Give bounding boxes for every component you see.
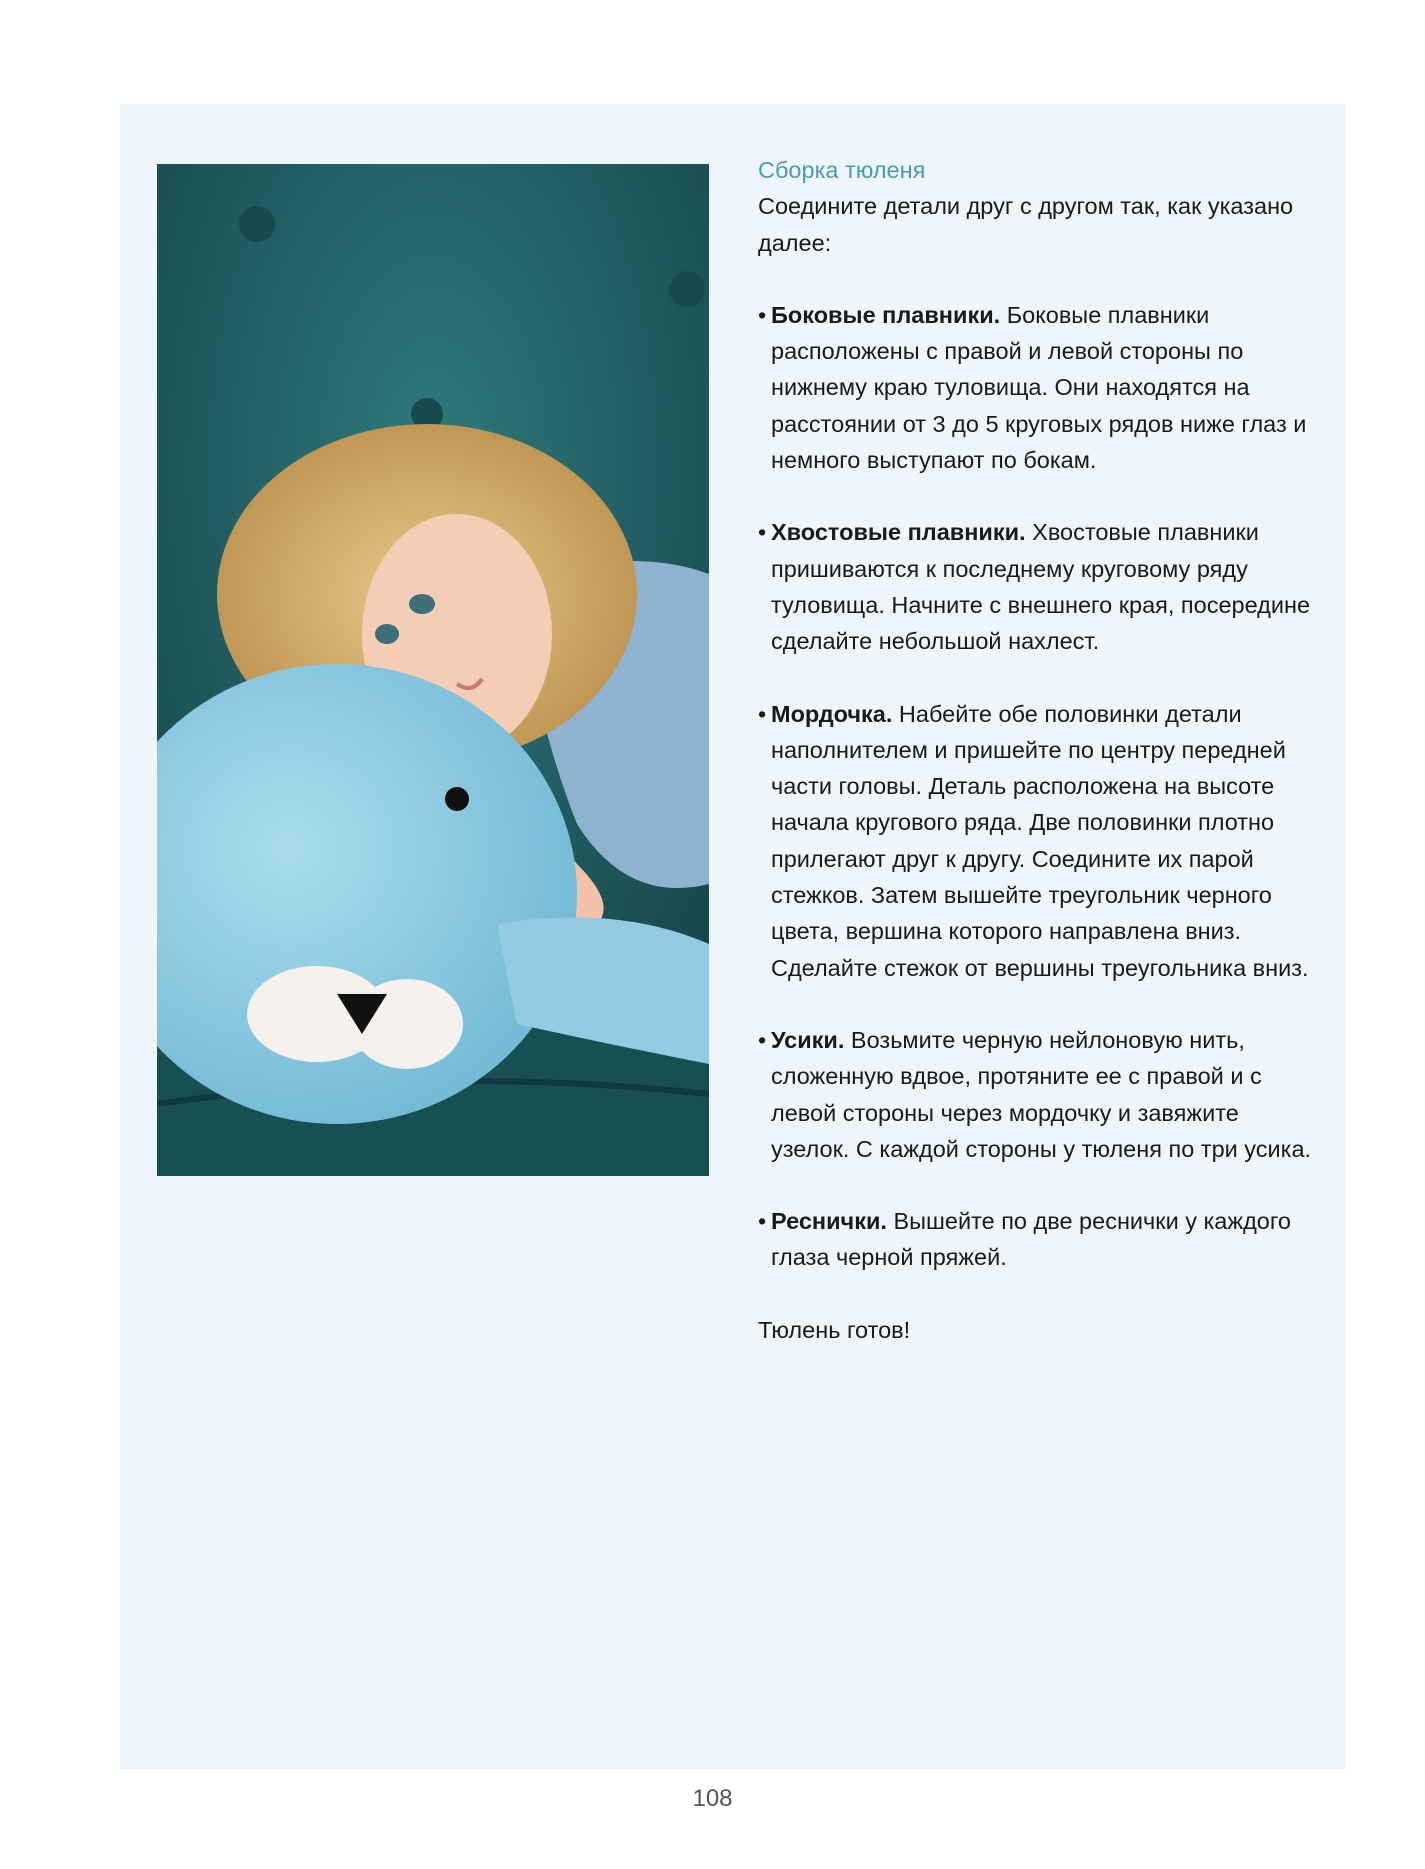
bullet-marker: • <box>758 519 767 546</box>
text-column <box>758 152 1318 1348</box>
outro-text: Тюлень готов! <box>758 1316 911 1343</box>
bullet-text: Набейте обе половинки детали наполнителем и пришейте по центру передней части головы. Деталь расположена на высоте начала кругового ряда. Две половинки плотно прилегают друг к другу. Соедините их парой стежков. Затем вышейте треугольник черного цвета, вершина которого направлена вниз. Сделайте стежок от вершины треугольника вниз. <box>771 700 1309 981</box>
bullet-term: Усики. <box>771 1026 845 1053</box>
bullet-text: Вышейте по две реснички у каждого глаза черной пряжей. <box>771 1208 1291 1271</box>
section-title: Сборка тюленя <box>758 157 926 183</box>
bullet-marker: • <box>758 700 767 727</box>
bullet-tail-flippers <box>758 514 1318 659</box>
bullet-eyelashes <box>758 1203 1318 1276</box>
intro-paragraph: Соедините детали друг с другом так, как указано далее: <box>758 193 1294 256</box>
photo-girl-with-seal-toy <box>157 164 709 1176</box>
bullet-text: Возьмите черную нейлоновую нить, сложенную вдвое, протяните ее с правой и с левой стороны через мордочку и завяжите узелок. С каждой стороны у тюленя по три усика. <box>771 1026 1312 1162</box>
bullet-marker: • <box>758 1208 767 1235</box>
bullet-term: Боковые плавники. <box>771 301 1001 328</box>
bullet-muzzle <box>758 696 1318 986</box>
bullet-term: Хвостовые плавники. <box>771 519 1026 546</box>
bullet-text: Хвостовые плавники пришиваются к последнему круговому ряду туловища. Начните с внешнего края, посередине сделайте небольшой нахлест. <box>771 519 1311 655</box>
bullet-whiskers <box>758 1022 1318 1167</box>
bullet-marker: • <box>758 1026 767 1053</box>
bullet-side-flippers <box>758 297 1318 478</box>
bullet-term: Реснички. <box>771 1208 887 1235</box>
photo-illustration <box>157 164 709 1176</box>
bullet-text: Боковые плавники расположены с правой и левой стороны по нижнему краю туловища. Они находятся на расстоянии от 3 до 5 круговых рядов ниже глаз и немного выступают по бокам. <box>771 301 1307 474</box>
page-number: 108 <box>692 1785 733 1812</box>
bullet-marker: • <box>758 301 767 328</box>
bullet-term: Мордочка. <box>771 700 893 727</box>
